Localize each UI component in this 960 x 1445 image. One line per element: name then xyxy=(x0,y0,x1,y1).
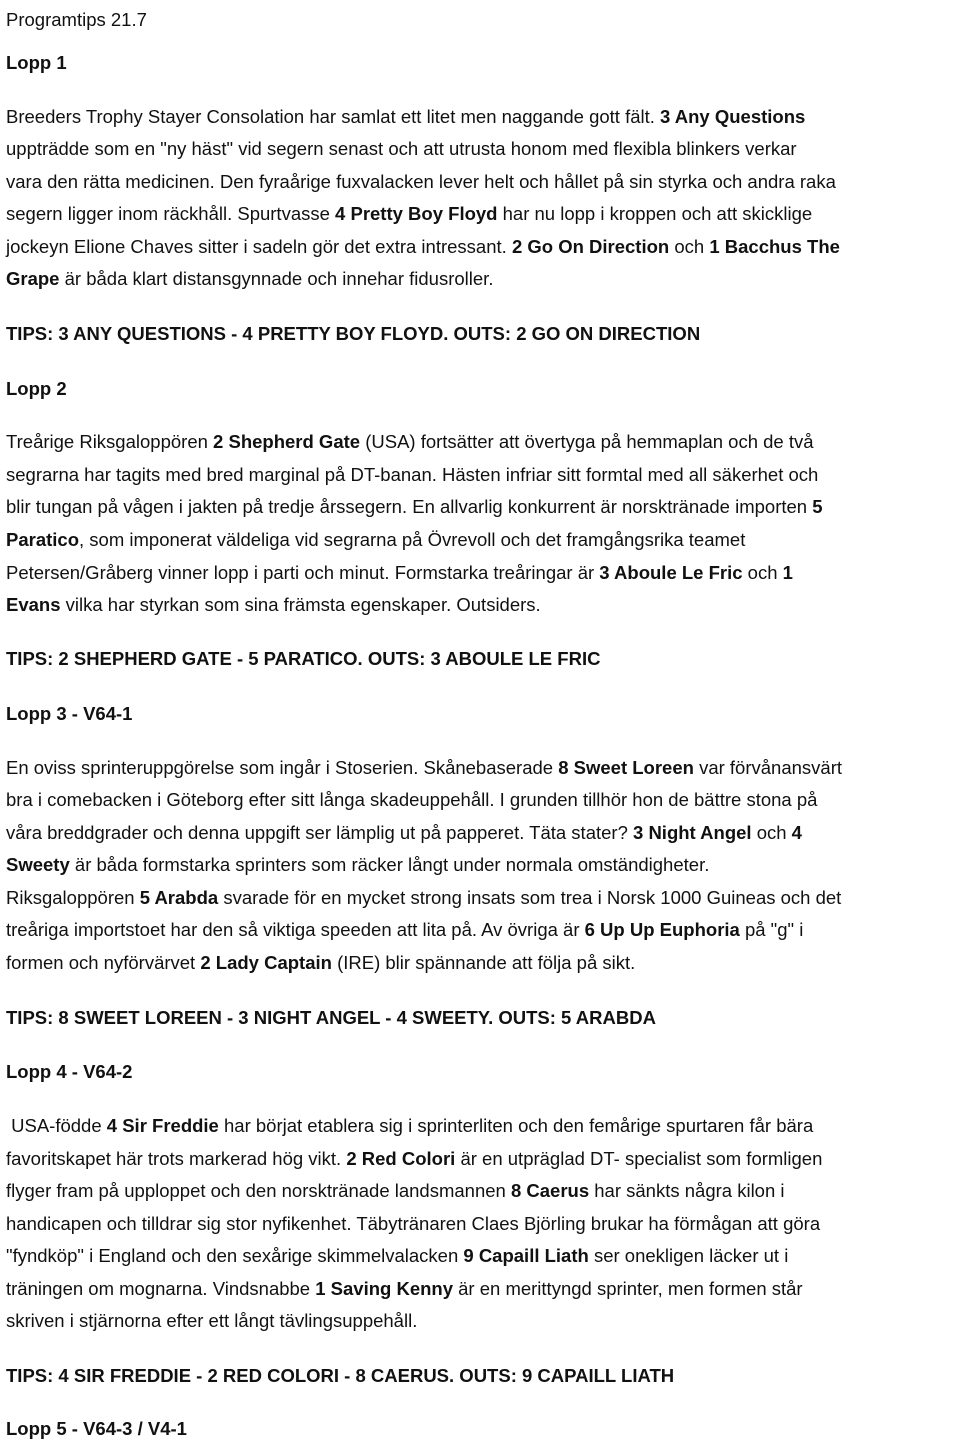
race-4-line-7: skriven i stjärnorna efter ett långt tävlingsuppehåll. xyxy=(6,1310,418,1331)
race-1-title: Lopp 1 xyxy=(6,52,67,73)
race-3-line-3: våra breddgrader och denna uppgift ser lämplig ut på papperet. Täta stater? 3 Night Angel och 4 xyxy=(6,822,802,843)
race-1-line-1: Breeders Trophy Stayer Consolation har samlat ett litet men naggande gott fält. 3 Any Questions xyxy=(6,106,806,127)
race-4-line-5: "fyndköp" i England och den sexårige skimmelvalacken 9 Capaill Liath ser onekligen läcker ut i xyxy=(6,1245,789,1266)
race-3-tips: TIPS: 8 SWEET LOREEN - 3 NIGHT ANGEL - 4 SWEETY. OUTS: 5 ARABDA xyxy=(6,1007,656,1028)
race-4-line-1: USA-födde 4 Sir Freddie har börjat etablera sig i sprinterliten och den femårige spurtaren får bära xyxy=(6,1115,814,1136)
race-4-line-2: favoritskapet här trots markerad hög vikt. 2 Red Colori är en utpräglad DT- specialist som formligen xyxy=(6,1148,823,1169)
race-1-line-3: vara den rätta medicinen. Den fyraårige fuxvalacken lever helt och hållet på sin styrka och andra raka xyxy=(6,171,836,192)
race-3-line-6: treåriga importstoet har den så viktiga speeden att lita på. Av övriga är 6 Up Up Euphoria på "g" i xyxy=(6,919,804,940)
race-3-line-2: bra i comebacken i Göteborg efter sitt långa skadeuppehåll. I grunden tillhör hon de bättre stona på xyxy=(6,789,818,810)
race-2-line-3: blir tungan på vågen i jakten på tredje årssegern. En allvarlig konkurrent är norsktränade importen 5 xyxy=(6,496,823,517)
race-2-title: Lopp 2 xyxy=(6,378,67,399)
document-header: Programtips 21.7 xyxy=(6,9,147,30)
race-4-line-6: träningen om mognarna. Vindsnabbe 1 Saving Kenny är en merittyngd sprinter, men formen står xyxy=(6,1278,803,1299)
race-1-tips: TIPS: 3 ANY QUESTIONS - 4 PRETTY BOY FLOYD. OUTS: 2 GO ON DIRECTION xyxy=(6,323,701,344)
race-4-line-3: flyger fram på upploppet och den norsktränade landsmannen 8 Caerus har sänkts några kilon i xyxy=(6,1180,785,1201)
race-4-line-4: handicapen och tilldrar sig stor nyfikenhet. Täbytränaren Claes Björling brukar ha förmågan att göra xyxy=(6,1213,821,1234)
race-3-line-1: En oviss sprinteruppgörelse som ingår i Stoserien. Skånebaserade 8 Sweet Loreen var förvånansvärt xyxy=(6,757,843,778)
race-1-line-4: segern ligger inom räckhåll. Spurtvasse 4 Pretty Boy Floyd har nu lopp i kroppen och att skicklige xyxy=(6,203,813,224)
race-5-title: Lopp 5 - V64-3 / V4-1 xyxy=(6,1418,187,1439)
race-4-tips: TIPS: 4 SIR FREDDIE - 2 RED COLORI - 8 CAERUS. OUTS: 9 CAPAILL LIATH xyxy=(6,1365,675,1386)
race-1-line-6: Grape är båda klart distansgynnade och innehar fidusroller. xyxy=(6,268,494,289)
race-2-line-1: Treårige Riksgaloppören 2 Shepherd Gate (USA) fortsätter att övertyga på hemmaplan och de två xyxy=(6,431,814,452)
race-3-line-4: Sweety är båda formstarka sprinters som räcker långt under normala omständigheter. xyxy=(6,854,710,875)
race-2-line-2: segrarna har tagits med bred marginal på DT-banan. Hästen infriar sitt formtal med all säkerhet och xyxy=(6,464,819,485)
race-3-line-5: Riksgaloppören 5 Arabda svarade för en mycket strong insats som trea i Norsk 1000 Guineas och det xyxy=(6,887,842,908)
race-4-title: Lopp 4 - V64-2 xyxy=(6,1061,133,1082)
race-2-tips: TIPS: 2 SHEPHERD GATE - 5 PARATICO. OUTS: 3 ABOULE LE FRIC xyxy=(6,648,601,669)
race-2-line-4: Paratico, som imponerat väldeliga vid segrarna på Övrevoll och det framgångsrika teamet xyxy=(6,529,746,550)
race-1-line-2: uppträdde som en "ny häst" vid segern senast och att utrusta honom med flexibla blinkers verkar xyxy=(6,138,797,159)
race-3-line-7: formen och nyförvärvet 2 Lady Captain (IRE) blir spännande att följa på sikt. xyxy=(6,952,636,973)
race-2-line-6: Evans vilka har styrkan som sina främsta egenskaper. Outsiders. xyxy=(6,594,541,615)
race-2-line-5: Petersen/Gråberg vinner lopp i parti och minut. Formstarka treåringar är 3 Aboule Le Fric och 1 xyxy=(6,562,793,583)
race-1-line-5: jockeyn Elione Chaves sitter i sadeln gör det extra intressant. 2 Go On Direction och 1 Bacchus The xyxy=(6,236,840,257)
race-3-title: Lopp 3 - V64-1 xyxy=(6,703,133,724)
